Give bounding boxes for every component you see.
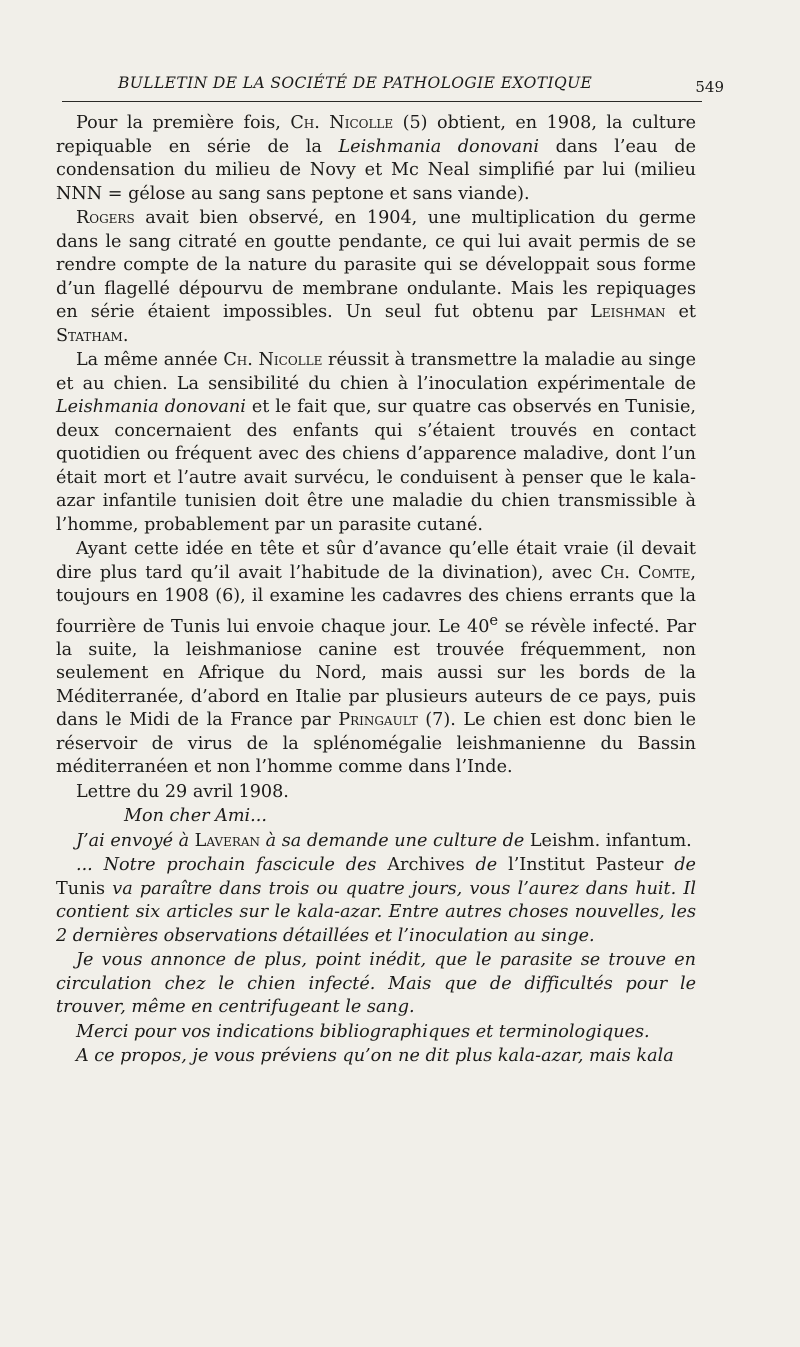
letter-paragraph: ... Notre prochain fascicule des Archives de l’Institut Pasteur de Tunis va paraître dans trois ou quatre jours, vous l’aurez dans huit. Il contient six articles sur le kala-azar. Entre autres choses nouvelles, les 2 dernières observations détaillées et l’inoculation au singe. — [56, 855, 696, 946]
author-name: Ch. Comte — [600, 562, 691, 583]
running-title: BULLETIN DE LA SOCIÉTÉ DE PATHOLOGIE EXOTIQUE — [118, 74, 593, 92]
letter-salutation: Mon cher Ami... — [124, 806, 267, 827]
page-header — [62, 74, 724, 102]
page-number: 549 — [695, 78, 724, 96]
author-name: Rogers — [76, 208, 135, 228]
author-name: Ch. Nicolle — [290, 113, 394, 133]
letter-date: Lettre du 29 avril 1908. — [76, 781, 289, 802]
paragraph-rogers: Rogers avait bien observé, en 1904, une multiplication du germe dans le sang citraté en goutte pendante, ce qui lui avait permis de se rendre compte de la nature du parasite qui se développait sous forme d’un flagellé dépourvu de membrane ondulante. Mais les repiquages en série étaient impossibles. Un seul fut obtenu par Leishman et Statham. — [56, 208, 697, 346]
author-name: Leishman — [590, 302, 666, 322]
author-name: Statham — [56, 325, 123, 346]
paragraph-culture: Pour la première fois, Ch. Nicolle (5) obtient, en 1908, la culture repiquable en série de la Leishmania donovani dans l’eau de condensation du milieu de Novy et Mc Neal simplifié par lui (milieu NNN = gélose au sang sans peptone et sans viande). — [56, 113, 696, 204]
author-name: Pringault — [338, 710, 418, 731]
species-name: Leishmania donovani — [338, 136, 539, 157]
letter-paragraph: J’ai envoyé à Laveran à sa demande une culture de Leishm. infantum. — [76, 830, 692, 851]
species-name: Leishmania donovani — [56, 397, 246, 417]
author-name: Ch. Nicolle — [223, 350, 323, 370]
header-rule — [62, 101, 702, 102]
letter-paragraph: Je vous annonce de plus, point inédit, que le parasite se trouve en circulation chez le chien infecté. Mais que de difficultés pour le trouver, même en centrifugeant le sang. — [56, 950, 696, 1018]
letter-paragraph: A ce propos, je vous préviens qu’on ne dit plus kala-azar, mais kala — [76, 1046, 674, 1067]
author-name: Laveran — [194, 830, 261, 851]
article-body — [56, 112, 696, 1069]
paragraph-transmission: La même année Ch. Nicolle réussit à transmettre la maladie au singe et au chien. La sensibilité du chien à l’inoculation expérimentale de Leishmania donovani et le fait que, sur quatre cas observés en Tunisie, deux concernaient des enfants qui s’étaient trouvés en contact quotidien ou fréquent avec des chiens d’apparence maladive, dont l’un était mort et l’autre avait survécu, le conduisent à penser que le kala-azar infantile tunisien doit être une maladie du chien transmissible à l’homme, probablement par un parasite cutané. — [56, 350, 697, 535]
letter-paragraph: Merci pour vos indications bibliographiques et terminologiques. — [76, 1021, 650, 1042]
paragraph-canine: Ayant cette idée en tête et sûr d’avance qu’elle était vraie (il devait dire plus tard qu’il avait l’habitude de la divination), avec Ch. Comte, toujours en 1908 (6), il examine les cadavres des chiens errants que la fourrière de Tunis lui envoie chaque jour. Le 40e se révèle infecté. Par la suite, la leishmaniose canine est trouvée fréquemment, non seulement en Afrique du Nord, mais aussi sur les bords de la Méditerranée, d’abord en Italie par plusieurs auteurs de ce pays, puis dans le Midi de la France par Pringault (7). Le chien est donc bien le réservoir de virus de la splénomégalie leishmanienne du Bassin méditerranéen et non l’homme comme dans l’Inde. — [56, 539, 697, 778]
